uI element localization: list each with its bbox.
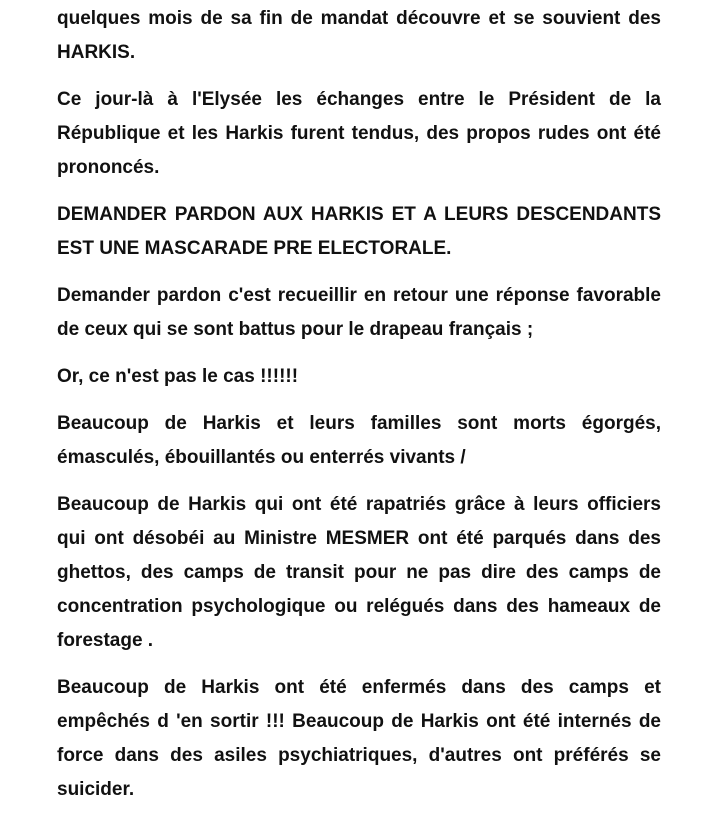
document-body — [57, 2, 661, 807]
paragraph-7: Beaucoup de Harkis qui ont été rapatriés grâce à leurs officiers qui ont désobéi au Ministre MESMER ont été parqués dans des ghettos, des camps de transit pour ne pas dire des camps de concentration psychologique ou relégués dans des hameaux de forestage . — [57, 494, 661, 651]
paragraph-2: Ce jour-là à l'Elysée les échanges entre le Président de la République et les Harkis furent tendus, des propos rudes ont été prononcés. — [57, 89, 661, 178]
paragraph-6: Beaucoup de Harkis et leurs familles sont morts égorgés, émasculés, ébouillantés ou enterrés vivants / — [57, 413, 661, 468]
paragraph-4: Demander pardon c'est recueillir en retour une réponse favorable de ceux qui se sont battus pour le drapeau français ; — [57, 285, 661, 340]
paragraph-8: Beaucoup de Harkis ont été enfermés dans des camps et empêchés d 'en sortir !!! Beaucoup de Harkis ont été internés de force dans des asiles psychiatriques, d'autres ont préférés se suicider. — [57, 677, 661, 800]
paragraph-3: DEMANDER PARDON AUX HARKIS ET A LEURS DESCENDANTS EST UNE MASCARADE PRE ELECTORALE. — [57, 204, 661, 259]
paragraph-5: Or, ce n'est pas le cas !!!!!! — [57, 366, 299, 387]
paragraph-1: quelques mois de sa fin de mandat découvre et se souvient des HARKIS. — [57, 8, 661, 63]
